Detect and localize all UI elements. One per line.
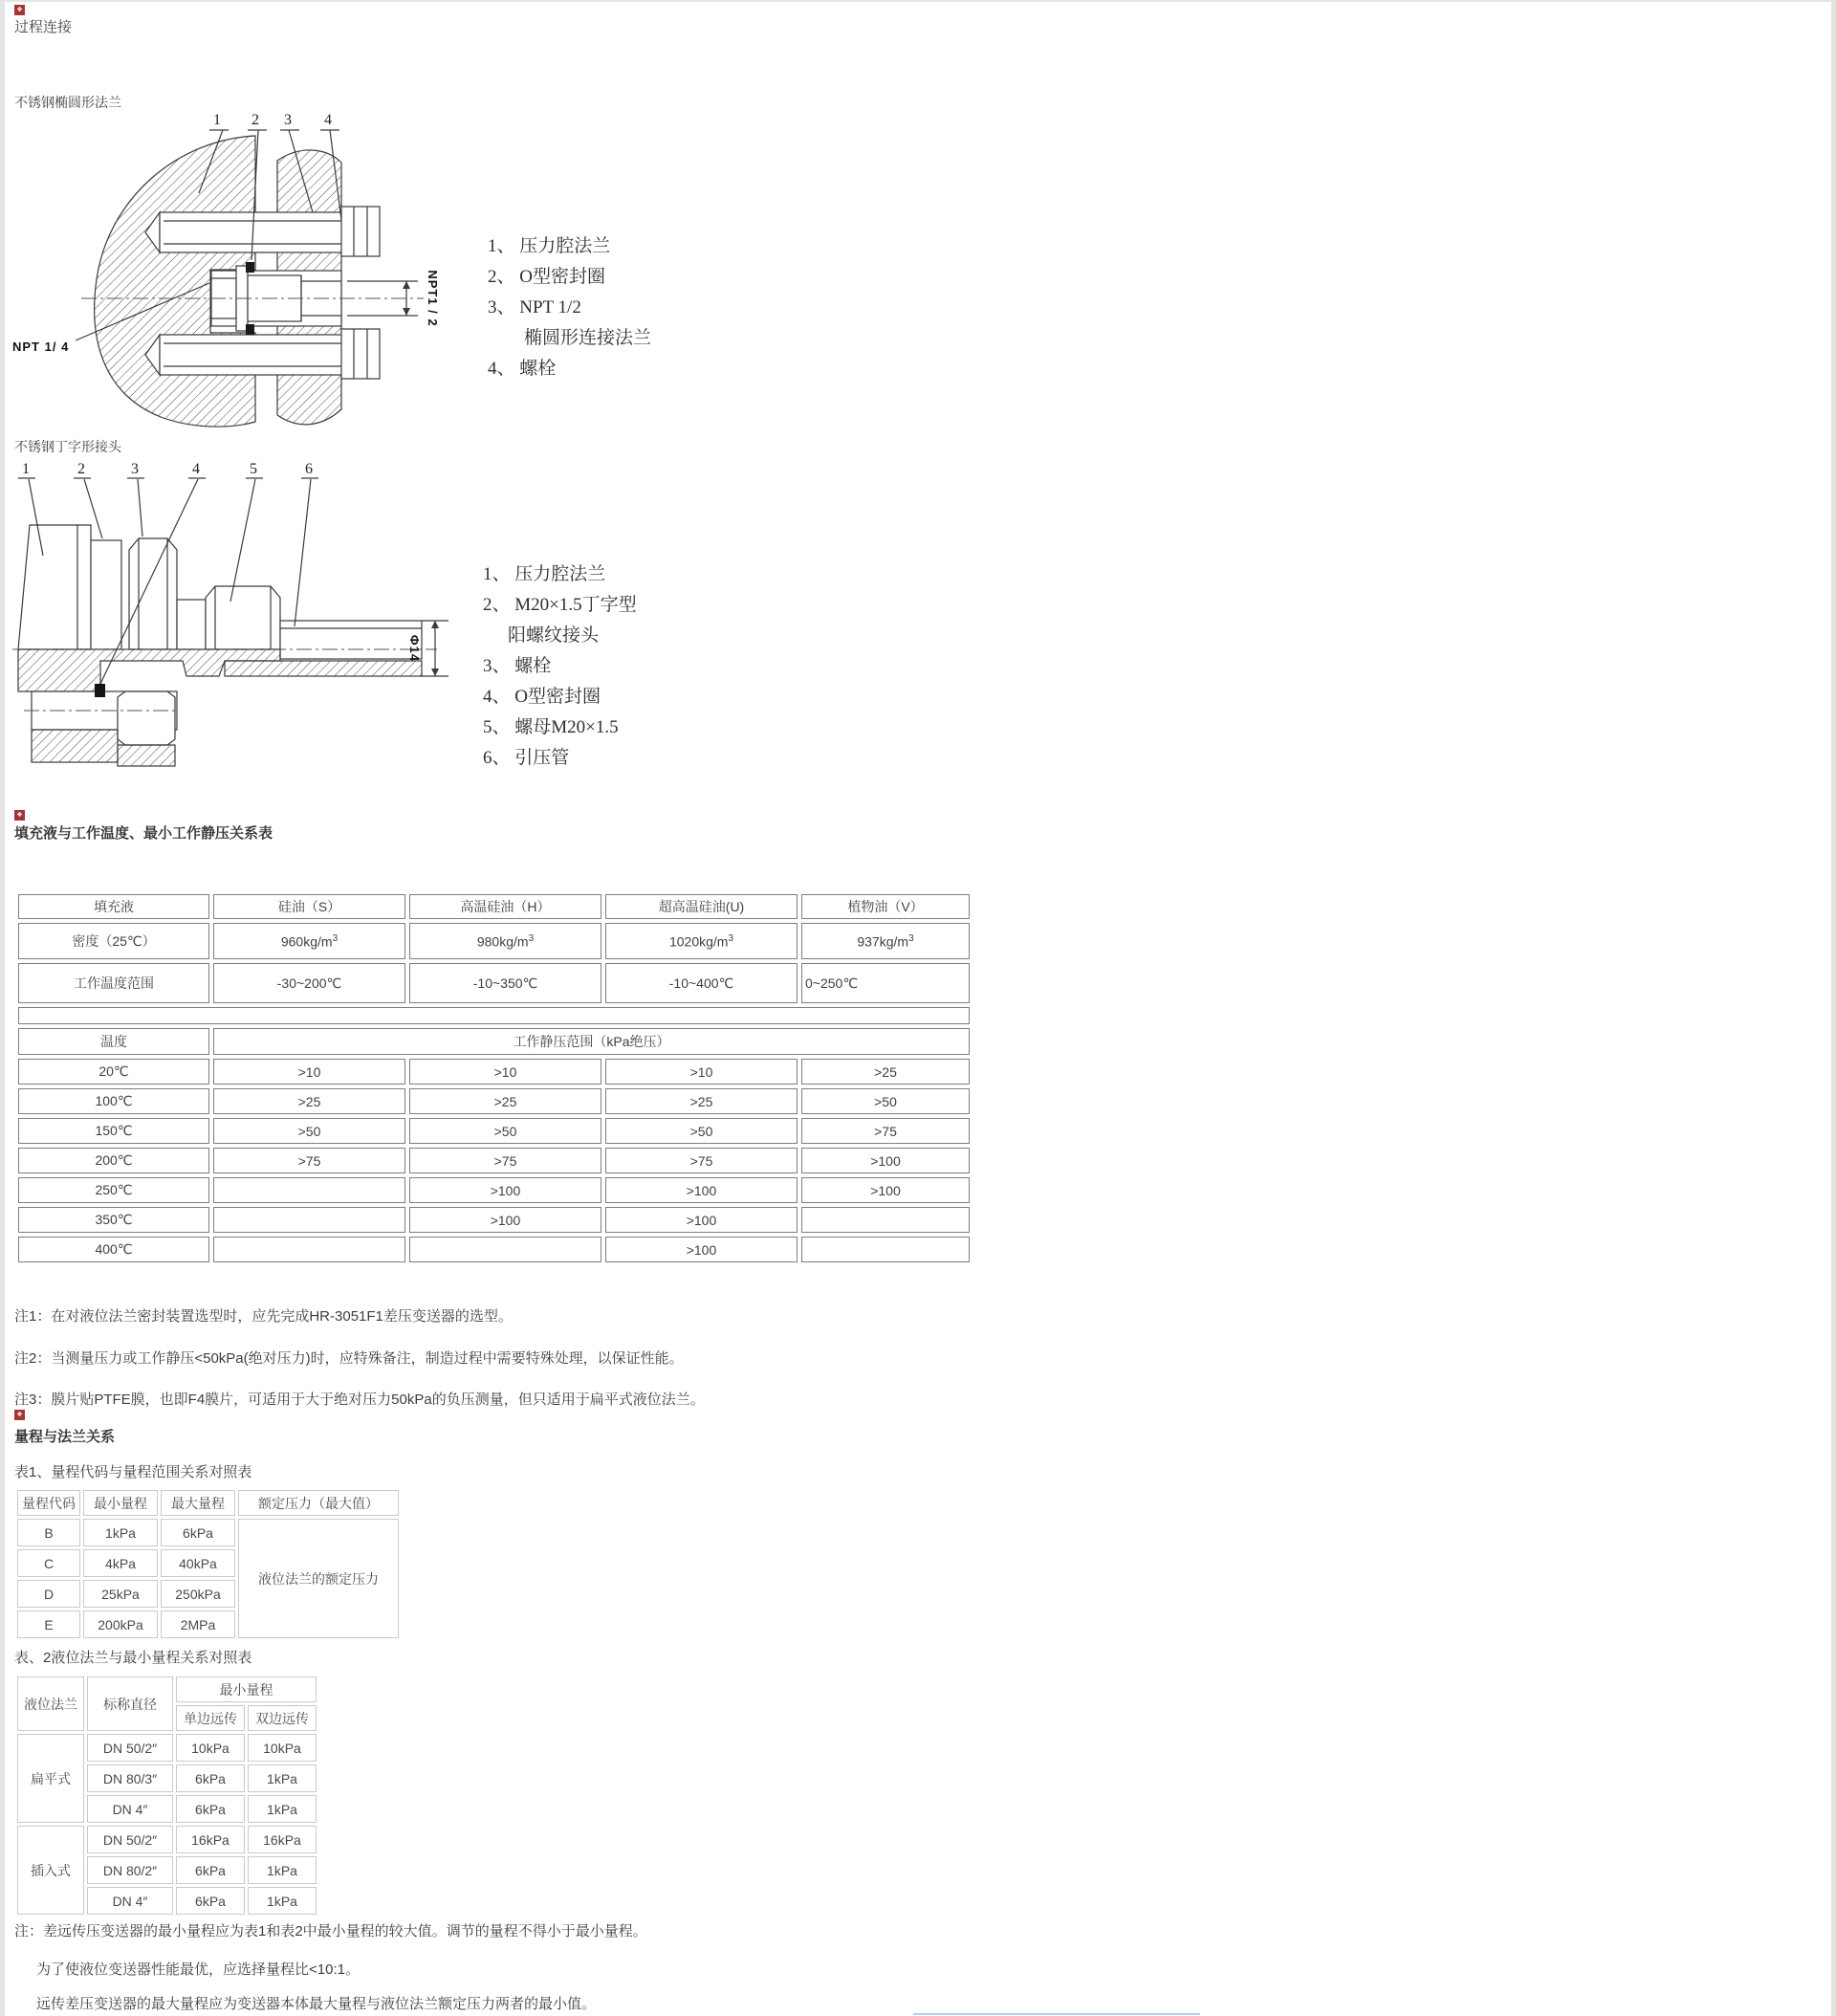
legend-line: 1、 压力腔法兰: [488, 236, 611, 256]
section-title-process-connection: 过程连接: [14, 19, 73, 35]
cell: 25kPa: [83, 1580, 158, 1608]
marker-glyph: ❖: [16, 7, 23, 13]
cell: 1kPa: [248, 1795, 317, 1823]
table-row: [18, 1059, 970, 1085]
table-row: [18, 923, 970, 959]
diagram1-legend: [488, 231, 651, 384]
cell: 单边远传: [176, 1705, 245, 1731]
cell: 工作温度范围: [18, 963, 209, 1003]
cell: 双边远传: [248, 1705, 317, 1731]
cell: >25: [213, 1088, 405, 1114]
table-row: [17, 1519, 399, 1546]
cell: 液位法兰: [17, 1676, 84, 1731]
section-marker-icon: [14, 810, 25, 821]
cell: 额定压力（最大值）: [238, 1490, 399, 1516]
flange-min-range-table: [14, 1674, 319, 1917]
cell: DN 4″: [87, 1887, 173, 1915]
cell: 6kPa: [176, 1887, 245, 1915]
cell: 6kPa: [176, 1764, 245, 1792]
callout-1: 1: [213, 112, 221, 128]
cell: 1kPa: [83, 1519, 158, 1546]
legend-line: 1、 压力腔法兰: [483, 564, 606, 584]
cell: >100: [409, 1207, 601, 1233]
cell: 6kPa: [176, 1856, 245, 1884]
cell: DN 80/3″: [87, 1764, 173, 1792]
legend-line: 5、 螺母M20×1.5: [483, 717, 619, 737]
cell: 400℃: [18, 1237, 209, 1262]
cell: C: [17, 1549, 80, 1577]
marker-glyph: ❖: [16, 812, 23, 819]
cell: 硅油（S）: [213, 894, 405, 919]
legend-line: 2、 O型密封圈: [488, 267, 605, 287]
cell: 4kPa: [83, 1549, 158, 1577]
table-row: [17, 1676, 317, 1702]
cell: 150℃: [18, 1118, 209, 1144]
o-ring-bottom: [246, 324, 254, 335]
cell: 20℃: [18, 1059, 209, 1085]
cell: -10~400℃: [605, 963, 798, 1003]
cell: 最小量程: [176, 1676, 317, 1702]
page-bottom-divider: [913, 2013, 1200, 2015]
cell: >75: [409, 1148, 601, 1173]
legend-line: 3、 螺栓: [483, 656, 552, 676]
legend-line: 6、 引压管: [483, 748, 570, 768]
cell: 植物油（V）: [801, 894, 970, 919]
cell: 1kPa: [248, 1887, 317, 1915]
cell: DN 4″: [87, 1795, 173, 1823]
bottom-note-2: 为了使液位变送器性能最优，应选择量程比<10:1。: [36, 1961, 360, 1978]
cell: >25: [409, 1088, 601, 1114]
cell: 6kPa: [176, 1795, 245, 1823]
cell-group: 扁平式: [17, 1734, 84, 1823]
cell: 16kPa: [176, 1826, 245, 1853]
lower-nut: [118, 691, 175, 745]
diagram2-label: 不锈钢丁字形接头: [14, 439, 121, 454]
cell: D: [17, 1580, 80, 1608]
cell: 10kPa: [248, 1734, 317, 1762]
cell: 6kPa: [161, 1519, 235, 1546]
callout-2: 2: [77, 461, 85, 477]
legend-line: 椭圆形连接法兰: [524, 328, 652, 348]
table-row: [17, 1826, 317, 1853]
cell: 0~250℃: [801, 963, 970, 1003]
legend-line: 2、 M20×1.5丁字型: [483, 595, 637, 615]
cell: 200kPa: [83, 1611, 158, 1638]
cell: 温度: [18, 1028, 209, 1055]
section-marker-icon: [14, 5, 25, 15]
flange-plate: [18, 525, 91, 649]
table-row: [18, 1148, 970, 1173]
cell: 40kPa: [161, 1549, 235, 1577]
cell: DN 80/2″: [87, 1856, 173, 1884]
cell: >100: [605, 1237, 798, 1262]
cell: -10~350℃: [409, 963, 601, 1003]
cell: >10: [213, 1059, 405, 1085]
table-row: [18, 1007, 970, 1024]
cell: >50: [409, 1118, 601, 1144]
cell: 1kPa: [248, 1856, 317, 1884]
cell: >75: [213, 1148, 405, 1173]
table-row: [18, 1237, 970, 1262]
callout-1: 1: [22, 461, 30, 477]
hex-nut-1: [129, 538, 177, 649]
cell: [18, 1007, 970, 1024]
cell: $980kg/m^3$: [409, 923, 601, 959]
cell: [213, 1177, 405, 1203]
cell: [409, 1237, 601, 1262]
cell: $1020kg/m^3$: [605, 923, 798, 959]
cell: [801, 1237, 970, 1262]
range-code-table: [14, 1487, 402, 1641]
cell: 超高温硅油(U): [605, 894, 798, 919]
cell: 10kPa: [176, 1734, 245, 1762]
cell: >50: [801, 1088, 970, 1114]
cell-merged: 液位法兰的额定压力: [238, 1519, 399, 1638]
impulse-pipe: [280, 621, 422, 659]
diagram-tee-fitting: [5, 456, 454, 805]
note-2: 注2：当测量压力或工作静压<50kPa(绝对压力)时，应特殊备注，制造过程中需要特殊处理，以保证性能。: [14, 1350, 684, 1367]
table-row: [18, 1118, 970, 1144]
cell: 250℃: [18, 1177, 209, 1203]
cell: >10: [409, 1059, 601, 1085]
pipe-lower-wall-hatched: [225, 661, 422, 676]
cell: 16kPa: [248, 1826, 317, 1853]
cell: 350℃: [18, 1207, 209, 1233]
section-title-fill-liquid: 填充液与工作温度、最小工作静压关系表: [14, 825, 273, 842]
table-row: [17, 1490, 399, 1516]
cell: >10: [605, 1059, 798, 1085]
npt12-dimension-label: NPT1 / 2: [426, 270, 440, 327]
callout-4: 4: [192, 461, 200, 477]
cell: DN 50/2″: [87, 1734, 173, 1762]
diagram2-legend: [483, 559, 637, 774]
cell: $960kg/m^3$: [213, 923, 405, 959]
marker-glyph: ❖: [16, 1412, 23, 1418]
hex-nut-2: [206, 586, 280, 649]
cell: 最大量程: [161, 1490, 235, 1516]
hex-head-top: [341, 207, 380, 256]
bottom-note-3: 远传差压变送器的最大量程应为变送器本体最大量程与液位法兰额定压力两者的最小值。: [36, 1996, 597, 2012]
table2-caption: 表、2液位法兰与最小量程关系对照表: [14, 1650, 252, 1666]
cell: 250kPa: [161, 1580, 235, 1608]
legend-line: 阳螺纹接头: [508, 625, 600, 646]
cell: B: [17, 1519, 80, 1546]
cell: [213, 1237, 405, 1262]
cell: >100: [605, 1177, 798, 1203]
cell: $937kg/m^3$: [801, 923, 970, 959]
legend-line: 4、 O型密封圈: [483, 687, 601, 707]
note-1: 注1：在对液位法兰密封装置选型时，应先完成HR-3051F1差压变送器的选型。: [14, 1308, 513, 1325]
cell: >50: [605, 1118, 798, 1144]
table-row: [18, 894, 970, 919]
cell: 工作静压范围（kPa绝压）: [213, 1028, 970, 1055]
hex-head-bottom: [341, 329, 380, 379]
cell: >25: [605, 1088, 798, 1114]
cell: DN 50/2″: [87, 1826, 173, 1853]
cell: 1kPa: [248, 1764, 317, 1792]
section-title-range-flange: 量程与法兰关系: [14, 1429, 116, 1445]
npt14-dimension-label: NPT 1/ 4: [12, 340, 70, 354]
cell: 密度（25℃）: [18, 923, 209, 959]
callout-3: 3: [131, 461, 139, 477]
cell: 最小量程: [83, 1490, 158, 1516]
note-3: 注3：膜片贴PTFE膜，也即F4膜片，可适用于大于绝对压力50kPa的负压测量，但只适用于扁平式液位法兰。: [14, 1391, 705, 1408]
diagram1-label: 不锈钢椭圆形法兰: [14, 95, 121, 110]
inner-plate: [91, 540, 121, 649]
cell: >50: [213, 1118, 405, 1144]
table1-caption: 表1、量程代码与量程范围关系对照表: [14, 1464, 252, 1480]
callout-4: 4: [324, 112, 332, 128]
cell: E: [17, 1611, 80, 1638]
cell: 100℃: [18, 1088, 209, 1114]
cell: 量程代码: [17, 1490, 80, 1516]
fill-liquid-table: [14, 890, 973, 1266]
table-row: [18, 1028, 970, 1055]
legend-line: 3、 NPT 1/2: [488, 297, 581, 318]
cell: [801, 1207, 970, 1233]
cell: >75: [801, 1118, 970, 1144]
cell: 200℃: [18, 1148, 209, 1173]
cell: [213, 1207, 405, 1233]
cell: >100: [409, 1177, 601, 1203]
phi14-dimension-label: Φ14: [407, 634, 422, 663]
callout-2: 2: [251, 112, 259, 128]
cell: 填充液: [18, 894, 209, 919]
o-ring: [95, 684, 105, 697]
cell: 高温硅油（H）: [409, 894, 601, 919]
table-row: [18, 1088, 970, 1114]
table-row: [17, 1734, 317, 1762]
cell: -30~200℃: [213, 963, 405, 1003]
table-row: [18, 963, 970, 1003]
o-ring-top: [246, 262, 254, 273]
cell: >100: [801, 1177, 970, 1203]
cell: >75: [605, 1148, 798, 1173]
cell: >100: [605, 1207, 798, 1233]
cell: >100: [801, 1148, 970, 1173]
table-row: [18, 1177, 970, 1203]
section-marker-icon: [14, 1410, 25, 1420]
callout-3: 3: [284, 112, 292, 128]
cell: 标称直径: [87, 1676, 173, 1731]
cell: >25: [801, 1059, 970, 1085]
table-row: [18, 1207, 970, 1233]
cell: 2MPa: [161, 1611, 235, 1638]
callout-5: 5: [250, 461, 257, 477]
bottom-note-1: 注：差远传压变送器的最小量程应为表1和表2中最小量程的较大值。调节的量程不得小于最小量程。: [14, 1923, 647, 1939]
cell-group: 插入式: [17, 1826, 84, 1915]
legend-line: 4、 螺栓: [488, 359, 557, 379]
callout-6: 6: [305, 461, 313, 477]
diagram-elliptical-flange: [5, 105, 483, 435]
